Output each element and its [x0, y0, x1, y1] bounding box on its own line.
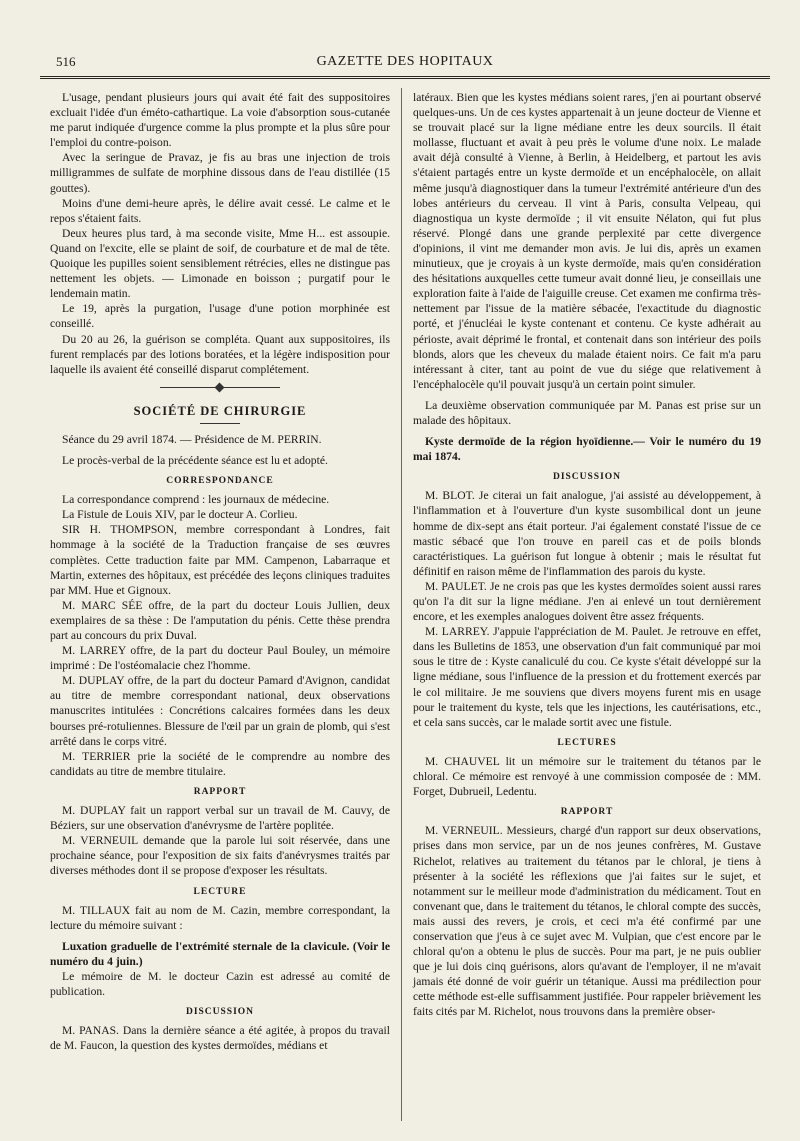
paragraph: SIR H. THOMPSON, membre correspondant à Londres, fait hommage à la société de la Traduction française de ses œuvres complètes. Cette traduction faite par MM. Campenon, Labarraque et Martin, externes des hôpitaux, est précédée des leçons cliniques traduites par MM. Hue et Gignoux. — [50, 523, 390, 597]
paragraph: M. LARREY. J'appuie l'appréciation de M. Paulet. Je retrouve en effet, dans les Bulletins de 1853, une observation d'un fait communiqué par moi sous le titre de : Kyste canaliculé du cou. Ce kyste s'était développé sur la ligne médiane, sous l'influence de la pression et du frottement exercés par le col militaire. Je me souviens que divers moyens furent mis en usage pour le traitement du kyste, tels que les injections, les cautérisations, etc., et cela sans succès, car le malade sortit avec une fistule. — [413, 625, 761, 729]
paragraph: M. PAULET. Je ne crois pas que les kystes dermoïdes soient aussi rares qu'on l'a dit sur la ligne médiane. J'en ai enlevé un tout dernièrement encore, et les exemples analogues doivent être assez fréquents. — [413, 579, 761, 624]
paragraph: M. VERNEUIL. Messieurs, chargé d'un rapport sur deux observations, prises dans mon service, par un de nos jeunes confrères, M. Gustave Richelot, relatives au traitement du tétanos par le chloral, je tiens à présenter à la société les réflexions que j'ai faites sur le sujet, et notamment sur le meilleur mode d'administration du médicament. Tout en convenant que, dans le traitement du tétanos, le chloral compte des succès, mais aussi des revers, je crois, et ceci m'a été confirmé par une conservation que j'eus à ce sujet avec M. Vulpian, que c'est encore par le chloral qu'on a obtenu le plus de succès. Pour ma part, je ne puis oublier que je lui dois cinq guérisons, alors qu'avant de l'employer, il ne m'avait jamais été donné de voir guérir un tétanique. Aussi ma prédilection pour cette méthode est-elle suffisamment justifiée. Pour rappeler brièvement les faits cités par M. Richelot, nous trouvons dans la première obser- — [413, 824, 761, 1019]
article-title: Kyste dermoïde de la région hyoïdienne.— Voir le numéro du 19 mai 1874. — [413, 435, 761, 464]
paragraph: Avec la seringue de Pravaz, je fis au bras une injection de trois milligrammes de sulfate de morphine dissous dans de l'eau distillée (15 gouttes). — [50, 151, 390, 195]
rapport-heading: RAPPORT — [560, 807, 614, 818]
ornament-divider — [160, 387, 280, 388]
discussion-heading: DISCUSSION — [552, 472, 622, 483]
paragraph: M. CHAUVEL lit un mémoire sur le traitement du tétanos par le chloral. Ce mémoire est renvoyé à une commission composée de : MM. Forget, Dubrueil, Ledentu. — [413, 754, 761, 799]
paragraph: M. DUPLAY fait un rapport verbal sur un travail de M. Cauvy, de Béziers, sur une observation d'anévrysme de l'artère poplitée. — [50, 804, 390, 833]
correspondance-heading: CORRESPONDANCE — [166, 476, 274, 487]
paragraph: latéraux. Bien que les kystes médians soient rares, j'en ai pourtant observé quelques-uns. Un de ces kystes appartenait à un jeune docteur de Vienne et se trouvait placé sur la ligne médiane entre les deux sourcils. Il était mollasse, fluctuant et avait à peu près le volume d'une noix. Le malade avait déjà consulté à Vienne, à Berlin, à Heidelberg, et partout les avis s'étaient partagés entre un kyste dermoïde et un encéphalocèle, on allait même jusqu'à diagnostiquer dans la tumeur l'extrémité antérieure d'un des lobes antérieurs du cerveau. Il vint à Paris, consulta Velpeau, qui diagnostiqua un kyste dermoïde ; il vit ensuite Nélaton, qui fut plus réservé. Plongé dans une grande perplexité par cette divergence d'opinions, il vint me demander mon avis. Je lui dis, après un examen minutieux, que je croyais à un kyste dermoïde, mais qu'en considération des hésitations auxquelles cette tumeur avait donné lieu, je conseillais une exploration faite à l'aide de l'aiguille creuse. Cet examen me confirma très-nettement par l'issue de la matière sébacée, l'exactitude du diagnostic porté, et j'énucléai le kyste contenant et contenu. Ce kyste adhérait au périoste, avait déprimé le frontal, et contenait dans son intérieur des poils blonds, alors que les cheveux du malade étaient noirs. Ce fait m'a paru intéressant à citer, tant au point de vue du siége que relativement à l'encéphalocèle qu'il pouvait jusqu'à un certain point simuler. — [413, 91, 761, 391]
seance-line: Séance du 29 avril 1874. — Présidence de M. PERRIN. — [62, 432, 322, 446]
paragraph: M. VERNEUIL demande que la parole lui soit réservée, dans une prochaine séance, pour l'exposition de six faits d'anévrysmes traités par diverses méthodes dont il se propose d'exposer les résultats. — [50, 834, 390, 878]
header-rule — [40, 76, 770, 79]
paragraph: L'usage, pendant plusieurs jours qui avait été fait des suppositoires excluait l'idée d'un éméto-cathartique. La voie d'absorption sous-cutanée me parut indiquée d'urgence comme la plus prompte et la plus sûre pour l'emploi du contre-poison. — [50, 91, 390, 150]
paragraph: M. LARREY offre, de la part du docteur Paul Bouley, un mémoire imprimé : De l'ostéomalacie chez l'homme. — [50, 644, 390, 673]
paragraph: Le mémoire de M. le docteur Cazin est adressé au comité de publication. — [50, 969, 390, 999]
short-rule — [200, 423, 240, 424]
paragraph: M. TILLAUX fait au nom de M. Cazin, membre correspondant, la lecture du mémoire suivant : — [50, 903, 390, 932]
right-column — [413, 90, 761, 1020]
paragraph: Moins d'une demi-heure après, le délire avait cessé. Le calme et le repos s'étaient faits. — [50, 196, 390, 225]
proces-verbal: Le procès-verbal de la précédente séance est lu et adopté. — [62, 453, 328, 467]
article-title: Luxation graduelle de l'extrémité sternale de la clavicule. (Voir le numéro du 4 juin.) — [50, 939, 390, 968]
page-number: 516 — [56, 54, 76, 69]
paragraph: M. BLOT. Je citerai un fait analogue, j'ai assisté au développement, à l'inflammation et à l'ouverture d'un kyste susombilical dont un jeune homme de dix-sept ans était porteur. J'ai également constaté l'issue de ce mastic sébacé que l'on trouve en pareil cas et de poils blonds caractéristiques. La guérison fut longue à obtenir ; mais le résultat fut définitif en raison même de l'inflammation des parois du kyste. — [413, 489, 761, 578]
left-column — [50, 90, 390, 1053]
lectures-heading: LECTURES — [557, 737, 617, 748]
paragraph: Deux heures plus tard, à ma seconde visite, Mme H... est assoupie. Quand on l'excite, elle se plaint de soif, de courbature et de mal de tête. Quoique les pupilles soient sensiblement rétrécies, elles ne distingue pas nettement les objets. — Limonade en boisson ; purgatif pour le lendemain matin. — [50, 226, 390, 301]
rapport-heading: RAPPORT — [193, 786, 247, 797]
paragraph: M. TERRIER prie la société de le comprendre au nombre des candidats au titre de membre titulaire. — [50, 749, 390, 778]
column-divider — [401, 88, 402, 1121]
paragraph: M. MARC SÉE offre, de la part du docteur Louis Jullien, deux exemplaires de sa thèse : De l'amputation du pénis. Cette thèse prendra part au concours du prix Duval. — [50, 598, 390, 642]
page-header — [40, 50, 770, 74]
paragraph: Du 20 au 26, la guérison se compléta. Quant aux suppositoires, ils furent remplacés par des lotions boratées, et la légère indisposition pour laquelle ils avaient été conseillé disparut complétement. — [50, 332, 390, 376]
discussion-heading: DISCUSSION — [185, 1007, 255, 1018]
lecture-heading: LECTURE — [193, 886, 247, 897]
paragraph: Le 19, après la purgation, l'usage d'une potion morphinée est conseillé. — [50, 302, 390, 331]
paragraph: M. DUPLAY offre, de la part du docteur Pamard d'Avignon, candidat au titre de membre correspondant national, deux observations manuscrites intitulées : Concrétions calcaires formées dans les deux bourses pré-rotuliennes. Blessure de l'œil par un grain de plomb, qui s'est arrêté dans le corps vitré. — [50, 674, 390, 748]
paragraph: M. PANAS. Dans la dernière séance a été agitée, à propos du travail de M. Faucon, la question des kystes dermoïdes, médians et — [50, 1024, 390, 1053]
journal-title: GAZETTE DES HOPITAUX — [316, 54, 494, 69]
paragraph: La Fistule de Louis XIV, par le docteur A. Corlieu. — [62, 508, 298, 522]
paragraph: La correspondance comprend : les journaux de médecine. — [62, 493, 330, 507]
paragraph: La deuxième observation communiquée par M. Panas est prise sur un malade des hôpitaux. — [413, 398, 761, 427]
society-title: SOCIÉTÉ DE CHIRURGIE — [133, 403, 307, 418]
